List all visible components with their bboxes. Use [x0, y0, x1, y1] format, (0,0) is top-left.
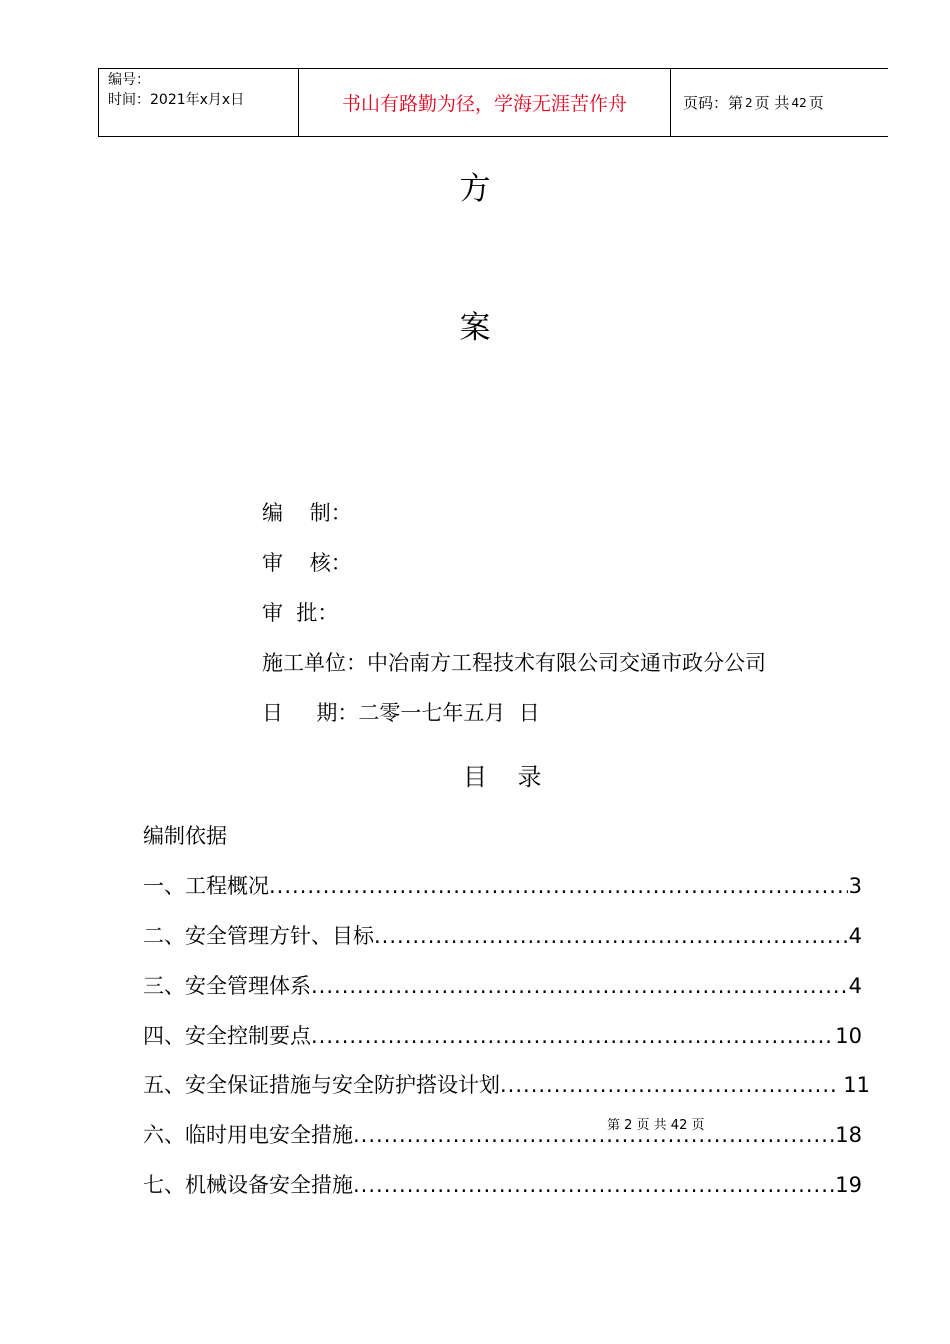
toc-leader [353, 1173, 834, 1197]
toc-item-page: 11 [843, 1073, 870, 1097]
page-footer: 第 2 页 共 42 页 [607, 1118, 705, 1133]
toc-item-page: 4 [848, 924, 862, 948]
page-prefix: 页码：第 [683, 94, 744, 112]
toc-item-label: 六、临时用电安全措施 [143, 1123, 353, 1147]
page-suffix: 页 [808, 94, 824, 112]
signoff-date: 日 期：二零一七年五月 日 [262, 701, 540, 725]
toc-item-page: 3 [848, 874, 862, 898]
page-total: 42 [791, 95, 807, 110]
toc-item [143, 1169, 862, 1199]
toc-item-page: 10 [835, 1024, 862, 1048]
signoff-reviewed: 审 核： [262, 551, 352, 575]
signoff-unit: 施工单位：中冶南方工程技术有限公司交通市政分公司 [262, 651, 766, 675]
toc-title: 目 录 [463, 763, 542, 791]
toc-leader [500, 1073, 835, 1097]
title-char-2: 案 [459, 310, 491, 346]
toc-item-label: 七、机械设备安全措施 [143, 1173, 353, 1197]
toc-item [143, 1020, 862, 1050]
toc-leader [311, 974, 848, 998]
toc-item-page: 4 [848, 974, 862, 998]
toc-leader [269, 874, 848, 898]
toc-item [143, 870, 862, 900]
header-motto: 书山有路勤为径，学海无涯苦作舟 [299, 69, 671, 136]
toc-item-label: 五、安全保证措施与安全防护搭设计划 [143, 1073, 500, 1097]
toc-item-label: 四、安全控制要点 [143, 1024, 311, 1048]
toc-leader [353, 1123, 834, 1147]
page-current: 2 [745, 95, 753, 110]
toc-item-page: 18 [835, 1123, 862, 1147]
toc-basis: 编制依据 [143, 824, 227, 848]
toc-item-label: 一、工程概况 [143, 874, 269, 898]
page-mid: 页 共 [754, 94, 790, 112]
toc-item-label: 三、安全管理体系 [143, 974, 311, 998]
toc-leader [374, 924, 848, 948]
toc-item [143, 970, 862, 1000]
signoff-approved: 审 批： [262, 601, 339, 625]
header-page-number [671, 69, 888, 136]
title-char-1: 方 [459, 171, 491, 207]
toc-item [143, 1119, 862, 1149]
toc-item [143, 1069, 870, 1099]
toc-leader [311, 1024, 834, 1048]
toc-item-label: 二、安全管理方针、目标 [143, 924, 374, 948]
toc-item [143, 920, 862, 950]
document-number-label: 编号： [108, 72, 150, 88]
page-header [98, 68, 888, 137]
toc-item-page: 19 [835, 1173, 862, 1197]
header-meta [98, 69, 299, 136]
document-time: 时间：2021年x月x日 [108, 92, 245, 108]
signoff-compiled: 编 制： [262, 501, 352, 525]
